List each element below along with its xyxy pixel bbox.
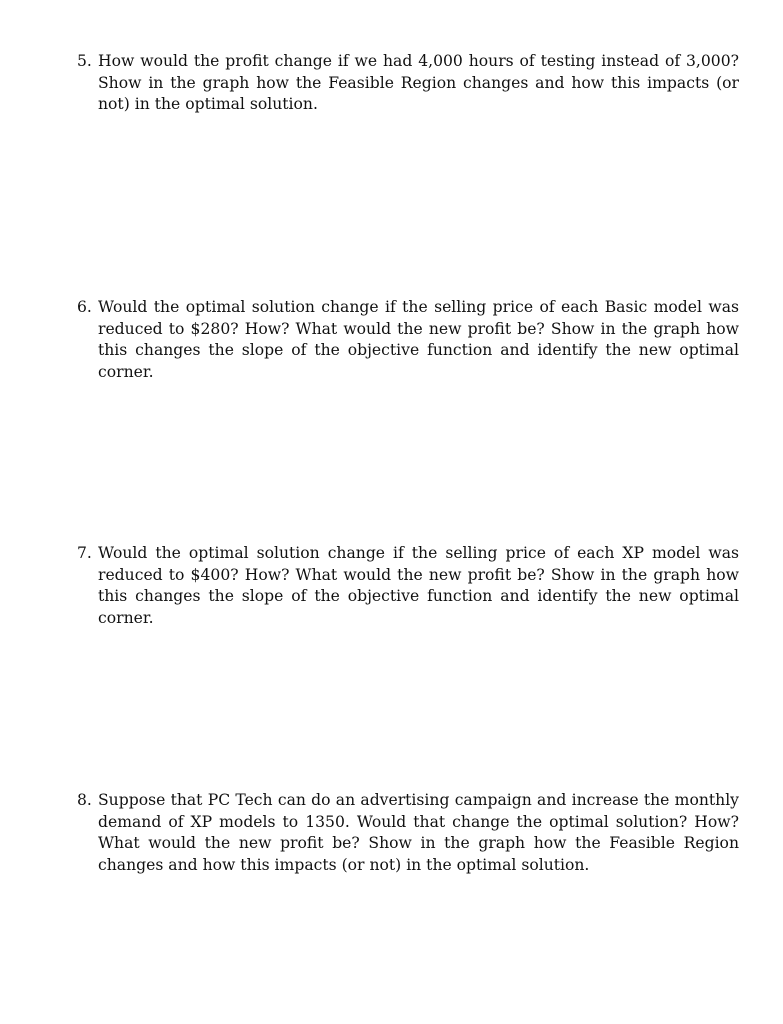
question-number: 8. — [77, 791, 92, 809]
question-text: Suppose that PC Tech can do an advertising campaign and increase the monthly demand of XP models to 1350. Would that change the optimal solution? How? What would the new profit be? Show in the graph how the Feasible Region changes and how this impacts (or not) in the optimal solution. — [98, 791, 739, 874]
question-6 — [77, 297, 739, 383]
question-8 — [77, 790, 739, 876]
question-7 — [77, 543, 739, 629]
question-5 — [77, 51, 739, 116]
question-number: 7. — [77, 544, 92, 562]
question-number: 6. — [77, 298, 92, 316]
question-text: How would the profit change if we had 4,000 hours of testing instead of 3,000? Show in the graph how the Feasible Region changes and how this impacts (or not) in the optimal solution. — [98, 52, 739, 114]
question-text: Would the optimal solution change if the selling price of each Basic model was reduced to $280? How? What would the new profit be? Show in the graph how this changes the slope of the objective function and identify the new optimal corner. — [98, 298, 739, 381]
question-text: Would the optimal solution change if the selling price of each XP model was reduced to $400? How? What would the new profit be? Show in the graph how this changes the slope of the objective function and identify the new optimal corner. — [98, 544, 739, 627]
question-number: 5. — [77, 52, 92, 70]
